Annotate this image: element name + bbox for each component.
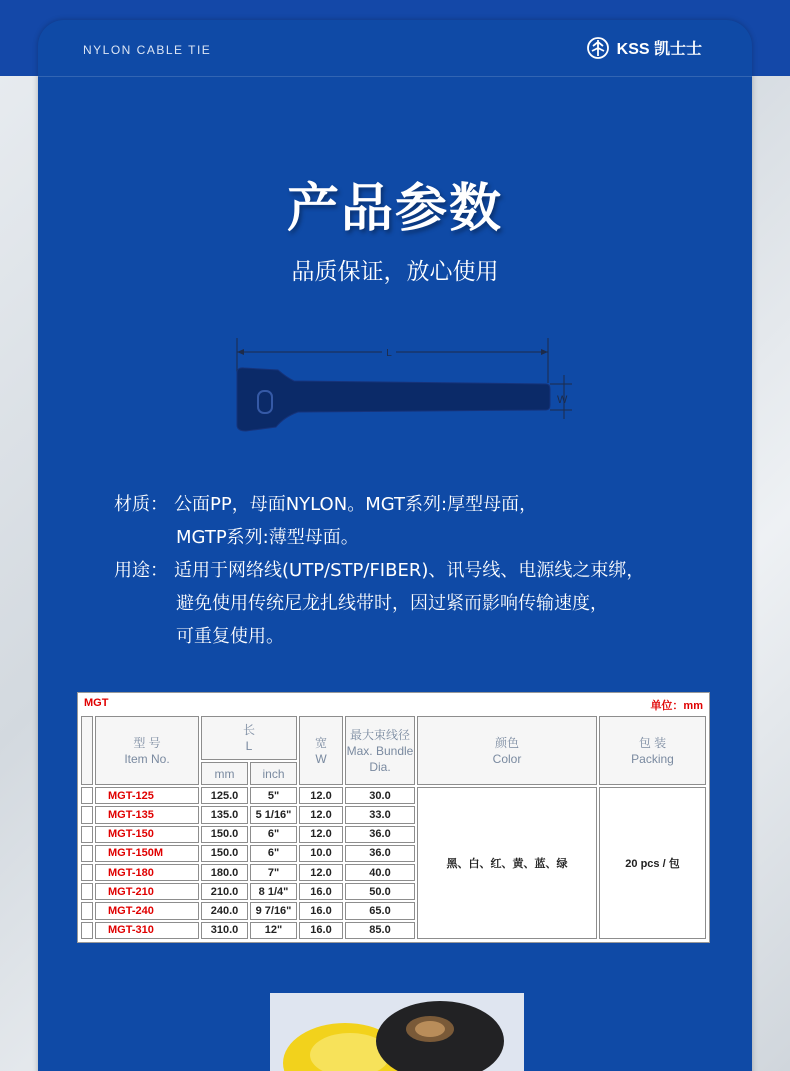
cell-bundle: 36.0: [345, 845, 415, 862]
usage-line: 适用于网络线(UTP/STP/FIBER)、讯号线、电源线之束绑，: [174, 560, 645, 581]
cell-model: MGT-135: [95, 806, 199, 823]
cell-model: MGT-210: [95, 883, 199, 900]
cell-model: MGT-240: [95, 902, 199, 919]
header-bundle: 最大束线径 Max. Bundle Dia.: [345, 716, 415, 785]
brand-logo: [587, 36, 702, 59]
spec-text: [114, 488, 644, 653]
cell-bundle: 85.0: [345, 922, 415, 939]
header-color: 颜色 Color: [417, 716, 597, 785]
brand-subtitle: NYLON CABLE TIE: [83, 43, 212, 57]
cell-width: 16.0: [299, 902, 343, 919]
header-divider: [38, 76, 752, 77]
cell-mm: 180.0: [201, 864, 248, 881]
material-row: [114, 488, 644, 554]
cell-width: 12.0: [299, 787, 343, 804]
cell-mm: 310.0: [201, 922, 248, 939]
header-model: 型 号 Item No.: [95, 716, 199, 785]
page-title: 产品参数: [286, 179, 503, 239]
spec-table: [77, 692, 710, 943]
usage-line: 避免使用传统尼龙扎线带时，因过紧而影响传输速度，: [176, 593, 608, 614]
cell-inch: 9 7/16": [250, 902, 297, 919]
diagram-width-label: W: [557, 394, 568, 406]
cell-model: MGT-180: [95, 864, 199, 881]
black-roll-core: [415, 1021, 445, 1037]
cell-mm: 210.0: [201, 883, 248, 900]
logo-text: KSS 凯士士: [616, 41, 702, 58]
cell-width: 12.0: [299, 806, 343, 823]
cell-inch: 5 1/16": [250, 806, 297, 823]
table-row: [81, 787, 706, 804]
cell-model: MGT-125: [95, 787, 199, 804]
cell-packing: 20 pcs / 包: [599, 787, 706, 939]
usage-row: [114, 554, 644, 653]
diagram-length-label: L: [386, 348, 392, 359]
cell-mm: 150.0: [201, 826, 248, 843]
series-label: MGT: [84, 697, 109, 709]
cell-inch: 5": [250, 787, 297, 804]
arrow-left: [237, 349, 244, 355]
header-length: 长 L: [201, 716, 297, 760]
header-mm: mm: [201, 762, 248, 785]
usage-line: 可重复使用。: [176, 626, 284, 647]
table-caption: [81, 696, 706, 714]
arrow-right: [541, 349, 548, 355]
cell-width: 12.0: [299, 864, 343, 881]
header-width: 宽 W: [299, 716, 343, 785]
cell-model: MGT-150M: [95, 845, 199, 862]
cell-model: MGT-310: [95, 922, 199, 939]
product-photo: [270, 993, 524, 1071]
cell-bundle: 33.0: [345, 806, 415, 823]
cell-bundle: 30.0: [345, 787, 415, 804]
cell-inch: 6": [250, 845, 297, 862]
cell-width: 16.0: [299, 883, 343, 900]
cable-tie-shape: [237, 368, 550, 431]
cell-model: MGT-150: [95, 826, 199, 843]
cell-mm: 125.0: [201, 787, 248, 804]
cell-bundle: 50.0: [345, 883, 415, 900]
usage-label: 用途：: [114, 560, 168, 581]
cell-inch: 6": [250, 826, 297, 843]
cable-tie-diagram: [228, 333, 588, 443]
cell-color: 黑、白、红、黄、蓝、绿: [417, 787, 597, 939]
kss-logo-icon: [587, 37, 609, 59]
cell-bundle: 36.0: [345, 826, 415, 843]
cell-width: 12.0: [299, 826, 343, 843]
page-subtitle: 品质保证，放心使用: [291, 259, 499, 285]
material-line: MGTP系列:薄型母面。: [176, 527, 359, 548]
header-packing: 包 装 Packing: [599, 716, 706, 785]
cell-inch: 7": [250, 864, 297, 881]
material-label: 材质：: [114, 494, 168, 515]
material-line: 公面PP，母面NYLON。MGT系列:厚型母面，: [174, 494, 538, 515]
unit-label: 单位：mm: [650, 700, 703, 712]
cell-inch: 12": [250, 922, 297, 939]
cell-bundle: 40.0: [345, 864, 415, 881]
cell-mm: 150.0: [201, 845, 248, 862]
header-inch: inch: [250, 762, 297, 785]
cell-mm: 135.0: [201, 806, 248, 823]
cell-bundle: 65.0: [345, 902, 415, 919]
cell-width: 16.0: [299, 922, 343, 939]
cell-inch: 8 1/4": [250, 883, 297, 900]
cell-mm: 240.0: [201, 902, 248, 919]
cell-width: 10.0: [299, 845, 343, 862]
